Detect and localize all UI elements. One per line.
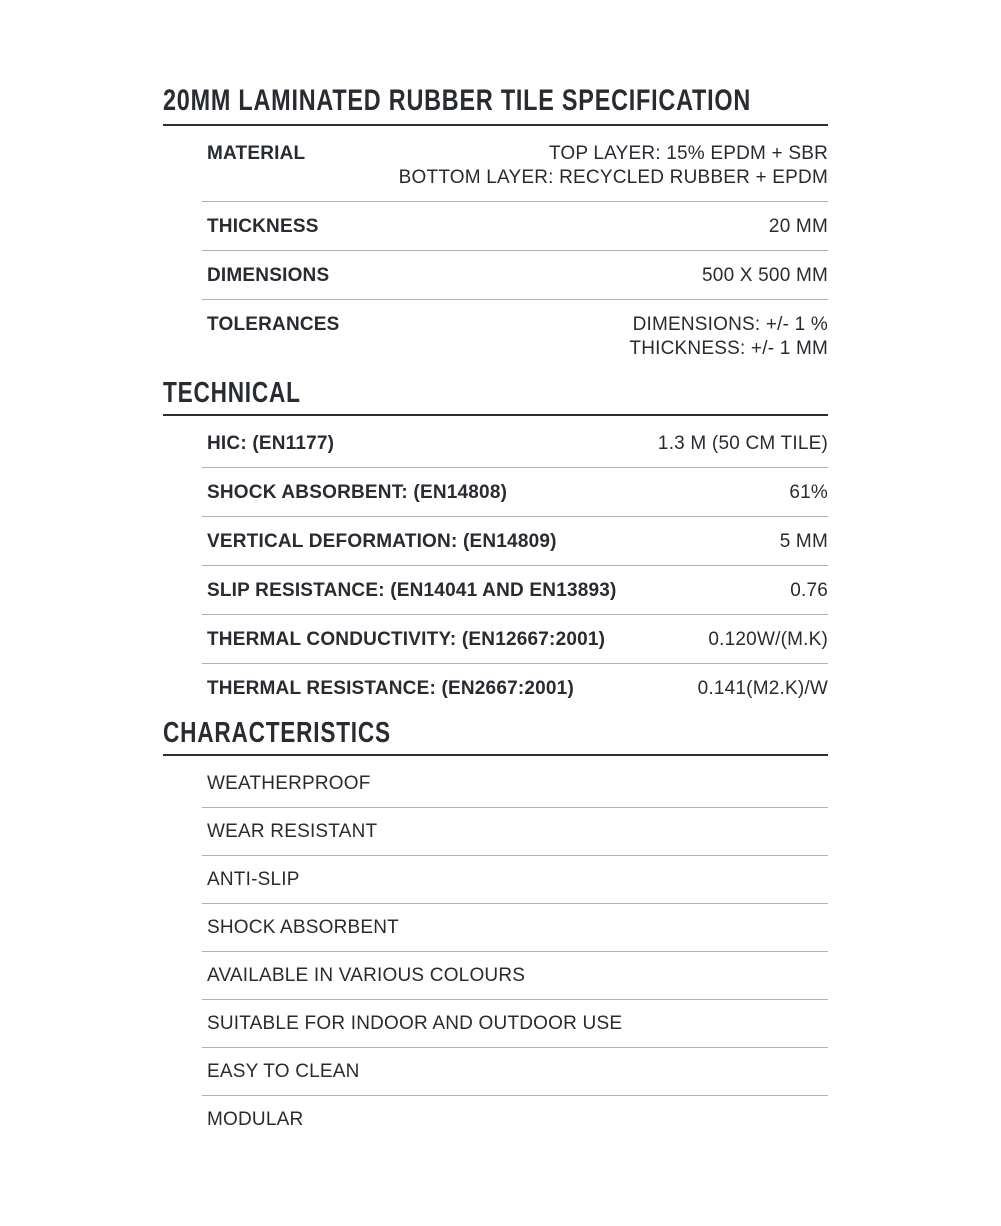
technical-value: 1.3 M (50 CM TILE)	[657, 433, 828, 454]
technical-row-hic	[202, 416, 828, 468]
technical-label: VERTICAL DEFORMATION: (EN14809)	[207, 531, 557, 552]
technical-value: 0.76	[790, 580, 828, 601]
technical-value: 0.120W/(M.K)	[708, 629, 828, 650]
characteristic-item-modular: MODULAR	[207, 1109, 304, 1130]
spec-row-tolerances	[202, 300, 828, 361]
characteristic-item-wear-resistant: WEAR RESISTANT	[202, 808, 828, 856]
technical-row-thermal-conductivity	[202, 615, 828, 664]
spec-label: DIMENSIONS	[207, 265, 330, 286]
technical-row-shock-absorbent	[202, 468, 828, 517]
spec-value-line: BOTTOM LAYER: RECYCLED RUBBER + EPDM	[398, 167, 828, 188]
technical-label: THERMAL CONDUCTIVITY: (EN12667:2001)	[207, 629, 606, 650]
technical-label: HIC: (EN1177)	[207, 433, 335, 454]
characteristic-item-indoor-outdoor: SUITABLE FOR INDOOR AND OUTDOOR USE	[202, 1000, 828, 1048]
spec-row-thickness	[202, 202, 828, 251]
section-heading-text: TECHNICAL	[163, 377, 301, 409]
technical-label: SLIP RESISTANCE: (EN14041 AND EN13893)	[207, 580, 617, 601]
spec-table	[202, 126, 828, 361]
characteristic-item-easy-to-clean: EASY TO CLEAN	[202, 1048, 828, 1096]
spec-value-line: TOP LAYER: 15% EPDM + SBR	[548, 143, 828, 164]
spec-value-line: THICKNESS: +/- 1 MM	[629, 338, 828, 359]
section-heading-text: CHARACTERISTICS	[163, 717, 391, 749]
technical-table	[202, 416, 828, 701]
spec-value: 20 MM	[768, 216, 828, 237]
spec-value	[399, 142, 828, 190]
technical-row-thermal-resistance	[202, 664, 828, 701]
technical-value: 0.141(M2.K)/W	[697, 678, 828, 699]
spec-row-material	[202, 126, 828, 202]
spec-label: MATERIAL	[207, 143, 306, 164]
spec-sheet-content	[163, 0, 828, 1143]
characteristics-list	[202, 756, 828, 1143]
section-heading-technical	[163, 379, 828, 416]
spec-value: 500 X 500 MM	[702, 265, 828, 286]
technical-row-slip-resistance	[202, 566, 828, 615]
spec-row-dimensions	[202, 251, 828, 300]
characteristic-item-weatherproof: WEATHERPROOF	[202, 756, 828, 808]
page-title	[163, 84, 828, 126]
technical-value: 5 MM	[779, 531, 828, 552]
characteristic-item-shock-absorbent: SHOCK ABSORBENT	[202, 904, 828, 952]
technical-row-vertical-deformation	[202, 517, 828, 566]
spec-value	[629, 313, 828, 361]
spec-value-line: DIMENSIONS: +/- 1 %	[632, 314, 828, 335]
technical-label: SHOCK ABSORBENT: (EN14808)	[207, 482, 508, 503]
spec-label: TOLERANCES	[207, 314, 340, 335]
characteristic-item-various-colours: AVAILABLE IN VARIOUS COLOURS	[202, 952, 828, 1000]
characteristic-item-anti-slip: ANTI-SLIP	[202, 856, 828, 904]
technical-label: THERMAL RESISTANCE: (EN2667:2001)	[207, 678, 574, 699]
spec-label: THICKNESS	[207, 216, 319, 237]
page-title-text: 20MM LAMINATED RUBBER TILE SPECIFICATION	[163, 84, 752, 117]
technical-value: 61%	[789, 482, 828, 503]
section-heading-characteristics	[163, 719, 828, 756]
